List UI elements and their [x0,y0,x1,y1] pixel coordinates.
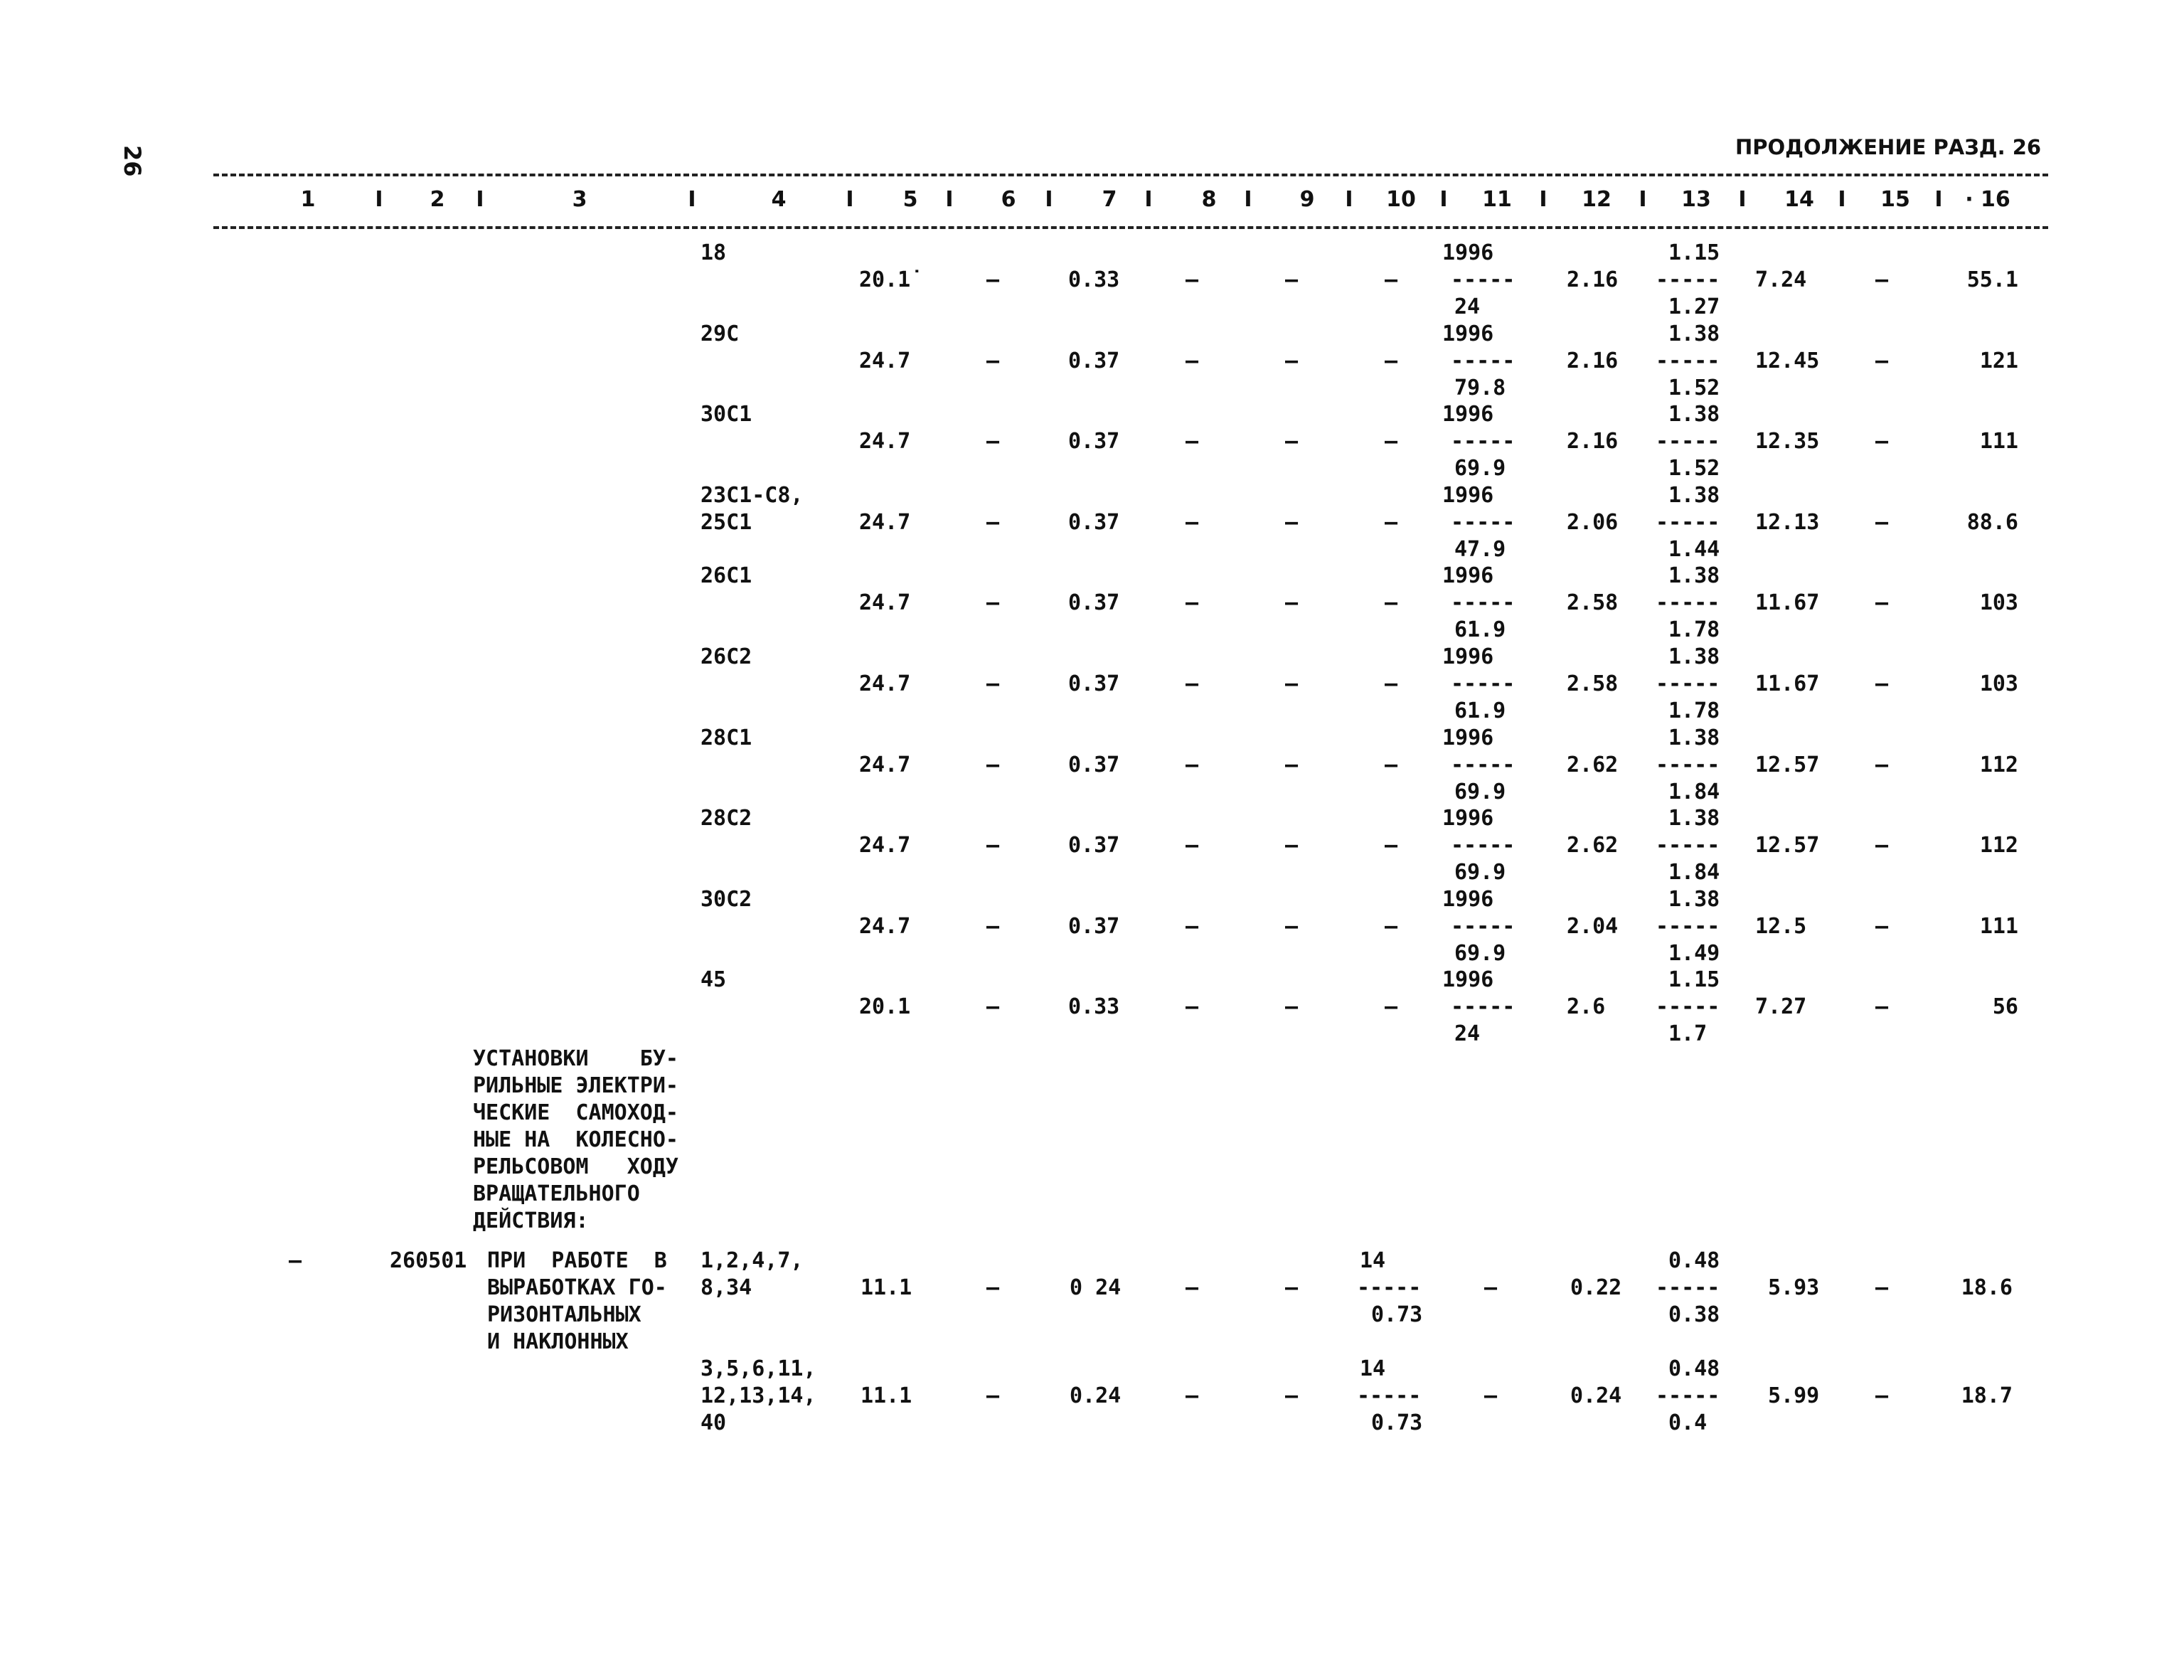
cell-c15: – [1875,1275,1889,1300]
column-header-7: 7 [1102,187,1117,212]
cell-c9: – [1284,753,1299,777]
cell-c10-fraction-bar: ----- [1357,1275,1422,1300]
column-separator: I [1045,187,1053,212]
cell-c10-numerator: 14 [1360,1248,1386,1273]
cell-c5: 24.7 [859,914,911,939]
cell-c4: 28С1 [701,725,752,750]
section-heading-line: ЧЕСКИЕ САМОХОД- [473,1100,678,1125]
cell-c15: – [1875,833,1889,858]
cell-c10: – [1384,590,1398,615]
cell-c13-fraction-bar: ----- [1656,267,1720,292]
column-separator: I [1639,187,1647,212]
cell-c14: 7.24 [1755,267,1807,292]
cell-c11-fraction-bar: ----- [1451,590,1516,615]
cell-c11-denominator: 61.9 [1454,617,1506,642]
column-separator: I [1934,187,1943,212]
cell-c9: – [1284,994,1299,1019]
cell-c11-fraction-bar: ----- [1451,994,1516,1019]
cell-c11-denominator: 69.9 [1454,780,1506,804]
cell-c5: 24.7 [859,753,911,777]
cell-c11-fraction-bar: ----- [1451,833,1516,858]
section-heading-line: НЫЕ НА КОЛЕСНО- [473,1127,678,1152]
cell-c11-numerator: 1996 [1442,483,1494,508]
cell-c7: 0.37 [1068,753,1120,777]
page-title: ПРОДОЛЖЕНИЕ РАЗД. 26 [1735,135,2042,159]
column-header-16: · 16 [1965,187,2010,212]
column-separator: I [1838,187,1846,212]
cell-c15: – [1875,753,1889,777]
cell-c13-numerator: 0.48 [1668,1248,1720,1273]
column-separator: I [375,187,383,212]
cell-c13-denominator: 1.27 [1668,294,1720,319]
cell-c13-fraction-bar: ----- [1656,510,1720,535]
cell-c8: – [1185,590,1199,615]
cell-c12: 2.62 [1567,833,1619,858]
column-separator: I [1738,187,1747,212]
cell-c7: 0.37 [1068,510,1120,535]
cell-c14: 12.35 [1755,429,1820,454]
cell-c9: – [1284,833,1299,858]
cell-c10-denominator: 0.73 [1371,1410,1423,1435]
cell-c9: – [1284,267,1299,292]
cell-c4: 23С1-С8, [701,483,804,508]
column-separator: I [688,187,696,212]
cell-c12: 2.6 [1567,994,1606,1019]
cell-c5: 20.1 [859,994,911,1019]
column-header-9: 9 [1299,187,1315,212]
cell-c6: – [986,1383,1000,1408]
cell-c13-fraction-bar: ----- [1656,429,1720,454]
cell-c11-numerator: 1996 [1442,644,1494,669]
column-separator: I [945,187,954,212]
cell-c12: 2.04 [1567,914,1619,939]
cell-c4: 45 [701,967,727,992]
cell-c10: – [1384,994,1398,1019]
item-dash: – [288,1248,302,1273]
cell-c7: 0 24 [1070,1275,1122,1300]
cell-c6: – [986,753,1000,777]
column-separator: I [476,187,484,212]
cell-c11-fraction-bar: ----- [1451,753,1516,777]
cell-c10: – [1384,753,1398,777]
cell-c7: 0.37 [1068,590,1120,615]
cell-c15: – [1875,510,1889,535]
cell-c13-denominator: 0.4 [1668,1410,1708,1435]
column-separator: I [1244,187,1252,212]
cell-c13-denominator: 1.84 [1668,860,1720,885]
cell-c14: 12.5 [1755,914,1807,939]
cell-c14: 5.93 [1768,1275,1820,1300]
column-separator: I [1439,187,1448,212]
cell-c14: 12.13 [1755,510,1820,535]
column-header-14: 14 [1784,187,1814,212]
cell-c9: – [1284,1383,1299,1408]
cell-c13-numerator: 1.38 [1668,402,1720,427]
cell-c6: – [986,914,1000,939]
cell-c14: 11.67 [1755,590,1820,615]
cell-c11-numerator: 1996 [1442,887,1494,912]
header-bottom-rule [213,226,2048,229]
column-header-11: 11 [1482,187,1512,212]
cell-c15: – [1875,267,1889,292]
cell-c5: 24.7 [859,671,911,696]
cell-c13-denominator: 1.52 [1668,456,1720,481]
cell-c11-denominator: 69.9 [1454,860,1506,885]
column-header-12: 12 [1582,187,1612,212]
section-heading-line: ВРАЩАТЕЛЬНОГО [473,1181,640,1206]
cell-c16: 103 [1979,590,2018,615]
cell-c6: – [986,267,1000,292]
cell-c4: 40 [701,1410,727,1435]
cell-c13-denominator: 1.78 [1668,617,1720,642]
cell-c15: – [1875,914,1889,939]
cell-c4: 28С2 [701,806,752,831]
cell-c16: 121 [1979,349,2018,373]
cell-c12: 2.16 [1567,429,1619,454]
cell-c16: 111 [1979,429,2018,454]
cell-c13-fraction-bar: ----- [1656,590,1720,615]
cell-c13-numerator: 1.38 [1668,887,1720,912]
item-description-line: И НАКЛОННЫХ [487,1329,629,1354]
cell-c13-denominator: 1.52 [1668,376,1720,400]
column-header-8: 8 [1201,187,1217,212]
cell-c15: – [1875,671,1889,696]
cell-c10-denominator: 0.73 [1371,1302,1423,1327]
cell-c10: – [1384,671,1398,696]
cell-c6: – [986,349,1000,373]
cell-c16: 56 [1992,994,2018,1019]
cell-c16: 18.6 [1961,1275,2013,1300]
cell-c5: 20.1˙ [859,267,924,292]
cell-c8: – [1185,349,1199,373]
cell-c11-numerator: 1996 [1442,563,1494,588]
column-header-13: 13 [1681,187,1711,212]
cell-c10: – [1384,267,1398,292]
cell-c5: 11.1 [861,1383,912,1408]
column-header-1: 1 [300,187,316,212]
cell-c4: 29С [701,321,740,346]
cell-c7: 0.33 [1068,267,1120,292]
cell-c13-denominator: 0.38 [1668,1302,1720,1327]
page-number: 26 [119,145,146,177]
cell-c6: – [986,833,1000,858]
cell-c8: – [1185,914,1199,939]
section-heading-line: РЕЛЬСОВОМ ХОДУ [473,1154,678,1179]
cell-c8: – [1185,833,1199,858]
cell-c11-fraction-bar: ----- [1451,267,1516,292]
section-heading-line: УСТАНОВКИ БУ- [473,1046,678,1071]
cell-c13-numerator: 1.38 [1668,483,1720,508]
cell-c11-denominator: 69.9 [1454,941,1506,966]
cell-c4: 30С2 [701,887,752,912]
cell-c7: 0.37 [1068,349,1120,373]
cell-c8: – [1185,267,1199,292]
cell-c13-fraction-bar: ----- [1656,753,1720,777]
cell-c13-fraction-bar: ----- [1656,914,1720,939]
cell-c16: 112 [1979,833,2018,858]
section-heading-line: РИЛЬНЫЕ ЭЛЕКТРИ- [473,1073,678,1098]
cell-c9: – [1284,671,1299,696]
cell-c12: 2.16 [1567,349,1619,373]
cell-c4: 30С1 [701,402,752,427]
cell-c12: 2.16 [1567,267,1619,292]
section-heading-line: ДЕЙСТВИЯ: [473,1208,589,1233]
cell-c11-fraction-bar: ----- [1451,671,1516,696]
cell-c13-numerator: 1.15 [1668,240,1720,265]
header-top-rule [213,174,2048,176]
cell-c11-denominator: 24 [1454,1021,1481,1046]
cell-c12: 2.58 [1567,590,1619,615]
cell-c11-denominator: 79.8 [1454,376,1506,400]
cell-c15: – [1875,994,1889,1019]
cell-c15: – [1875,429,1889,454]
cell-c13-numerator: 1.38 [1668,806,1720,831]
cell-c9: – [1284,914,1299,939]
item-code: 260501 [390,1248,467,1273]
cell-c11-denominator: 47.9 [1454,537,1506,562]
cell-c13-fraction-bar: ----- [1656,1383,1720,1408]
cell-c12: 2.58 [1567,671,1619,696]
column-header-15: 15 [1880,187,1910,212]
cell-c7: 0.37 [1068,429,1120,454]
cell-c4: 26С1 [701,563,752,588]
cell-c9: – [1284,429,1299,454]
column-header-3: 3 [572,187,587,212]
cell-c9: – [1284,1275,1299,1300]
cell-c8: – [1185,753,1199,777]
cell-c14: 12.57 [1755,833,1820,858]
cell-c13-denominator: 1.84 [1668,780,1720,804]
cell-c6: – [986,429,1000,454]
column-header-4: 4 [771,187,787,212]
column-header-10: 10 [1386,187,1416,212]
cell-c10-numerator: 14 [1360,1356,1386,1381]
cell-c13-denominator: 1.49 [1668,941,1720,966]
cell-c13-fraction-bar: ----- [1656,994,1720,1019]
cell-c8: – [1185,510,1199,535]
cell-c11-fraction-bar: ----- [1451,429,1516,454]
item-description-line: ПРИ РАБОТЕ В [487,1248,667,1273]
cell-c11-numerator: 1996 [1442,402,1494,427]
cell-c4: 3,5,6,11, [701,1356,816,1381]
cell-c7: 0.37 [1068,833,1120,858]
cell-c8: – [1185,994,1199,1019]
cell-c14: 11.67 [1755,671,1820,696]
column-header-6: 6 [1001,187,1016,212]
cell-c13-fraction-bar: ----- [1656,1275,1720,1300]
cell-c14: 5.99 [1768,1383,1820,1408]
cell-c4: 8,34 [701,1275,752,1300]
cell-c16: 103 [1979,671,2018,696]
cell-c11-numerator: 1996 [1442,240,1494,265]
cell-c5: 24.7 [859,510,911,535]
cell-c13-numerator: 1.38 [1668,644,1720,669]
cell-c7: 0.37 [1068,914,1120,939]
cell-c5: 24.7 [859,429,911,454]
cell-c10: – [1384,429,1398,454]
cell-c13-numerator: 1.38 [1668,563,1720,588]
cell-c12: 0.22 [1570,1275,1622,1300]
item-description-line: РИЗОНТАЛЬНЫХ [487,1302,641,1327]
cell-c13-numerator: 0.48 [1668,1356,1720,1381]
cell-c11: – [1483,1275,1498,1300]
cell-c16: 88.6 [1966,510,2018,535]
cell-c5: 11.1 [861,1275,912,1300]
cell-c10: – [1384,349,1398,373]
column-separator: I [846,187,854,212]
cell-c10: – [1384,914,1398,939]
cell-c4: 1,2,4,7, [701,1248,804,1273]
column-header-2: 2 [430,187,445,212]
cell-c13-denominator: 1.78 [1668,698,1720,723]
cell-c7: 0.33 [1068,994,1120,1019]
cell-c13-numerator: 1.15 [1668,967,1720,992]
cell-c13-numerator: 1.38 [1668,321,1720,346]
cell-c7: 0.24 [1070,1383,1122,1408]
cell-c5: 24.7 [859,590,911,615]
cell-c16: 112 [1979,753,2018,777]
cell-c13-fraction-bar: ----- [1656,349,1720,373]
column-separator: I [1144,187,1153,212]
cell-c6: – [986,1275,1000,1300]
cell-c11-denominator: 24 [1454,294,1481,319]
cell-c13-numerator: 1.38 [1668,725,1720,750]
cell-c13-denominator: 1.7 [1668,1021,1708,1046]
cell-c16: 18.7 [1961,1383,2013,1408]
cell-c6: – [986,671,1000,696]
cell-c6: – [986,590,1000,615]
item-description-line: ВЫРАБОТКАХ ГО- [487,1275,667,1300]
cell-c4: 26С2 [701,644,752,669]
cell-c9: – [1284,349,1299,373]
column-header-5: 5 [902,187,918,212]
cell-c5: 24.7 [859,349,911,373]
cell-c4: 12,13,14, [701,1383,816,1408]
cell-c13-fraction-bar: ----- [1656,833,1720,858]
cell-c11-denominator: 69.9 [1454,456,1506,481]
cell-c14: 7.27 [1755,994,1807,1019]
cell-c11-fraction-bar: ----- [1451,510,1516,535]
cell-c15: – [1875,590,1889,615]
cell-c14: 12.45 [1755,349,1820,373]
cell-c8: – [1185,429,1199,454]
cell-c9: – [1284,510,1299,535]
cell-c11-fraction-bar: ----- [1451,349,1516,373]
cell-c11-numerator: 1996 [1442,321,1494,346]
cell-c12: 2.62 [1567,753,1619,777]
cell-c12: 0.24 [1570,1383,1622,1408]
cell-c11-denominator: 61.9 [1454,698,1506,723]
cell-c8: – [1185,1275,1199,1300]
cell-c14: 12.57 [1755,753,1820,777]
cell-c11-numerator: 1996 [1442,725,1494,750]
cell-c13-denominator: 1.44 [1668,537,1720,562]
cell-c8: – [1185,671,1199,696]
cell-c4: 18 [701,240,727,265]
cell-c6: – [986,510,1000,535]
cell-c5: 24.7 [859,833,911,858]
cell-c15: – [1875,349,1889,373]
cell-c10: – [1384,510,1398,535]
cell-c11-fraction-bar: ----- [1451,914,1516,939]
cell-c11: – [1483,1383,1498,1408]
cell-c9: – [1284,590,1299,615]
cell-c4-cont: 25С1 [701,510,752,535]
column-separator: I [1345,187,1353,212]
cell-c8: – [1185,1383,1199,1408]
cell-c16: 55.1 [1966,267,2018,292]
cell-c6: – [986,994,1000,1019]
column-separator: I [1539,187,1548,212]
cell-c15: – [1875,1383,1889,1408]
cell-c10-fraction-bar: ----- [1357,1383,1422,1408]
cell-c10: – [1384,833,1398,858]
cell-c11-numerator: 1996 [1442,806,1494,831]
cell-c12: 2.06 [1567,510,1619,535]
cell-c13-fraction-bar: ----- [1656,671,1720,696]
cell-c7: 0.37 [1068,671,1120,696]
cell-c11-numerator: 1996 [1442,967,1494,992]
cell-c16: 111 [1979,914,2018,939]
